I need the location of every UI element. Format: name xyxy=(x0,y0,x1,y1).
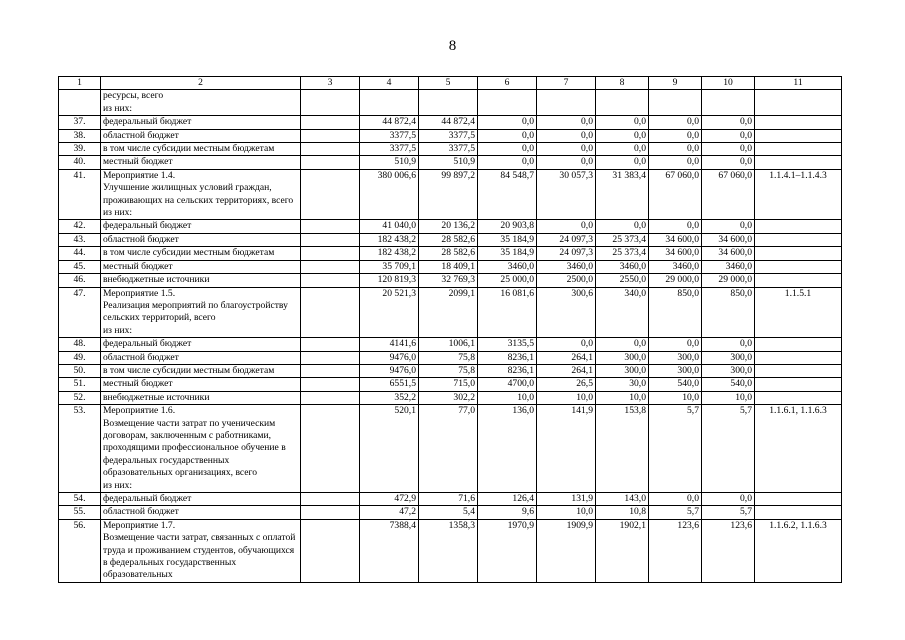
year-cell: 131,9 xyxy=(537,493,596,506)
year-cell: 30 057,3 xyxy=(537,169,596,220)
year-cell: 0,0 xyxy=(537,143,596,156)
total-cell: 6551,5 xyxy=(360,378,419,391)
table-row xyxy=(59,391,842,404)
year-cell: 0,0 xyxy=(537,338,596,351)
page-number: 8 xyxy=(448,38,457,54)
header-cell: 5 xyxy=(419,77,478,90)
row-number-cell: 45. xyxy=(59,260,101,273)
year-cell: 0,0 xyxy=(537,156,596,169)
year-cell: 67 060,0 xyxy=(702,169,755,220)
year-cell: 850,0 xyxy=(702,287,755,338)
col3-cell xyxy=(301,351,360,364)
row-number-cell: 51. xyxy=(59,378,101,391)
year-cell: 3377,5 xyxy=(419,143,478,156)
row-number-cell: 55. xyxy=(59,506,101,519)
year-cell: 0,0 xyxy=(702,220,755,233)
total-cell: 352,2 xyxy=(360,391,419,404)
item-name-cell: областной бюджет xyxy=(101,233,301,246)
year-cell: 99 897,2 xyxy=(419,169,478,220)
col3-cell xyxy=(301,519,360,582)
row-number-cell: 44. xyxy=(59,247,101,260)
indicator-cell xyxy=(755,90,842,116)
year-cell: 77,0 xyxy=(419,405,478,493)
col3-cell xyxy=(301,143,360,156)
year-cell: 300,0 xyxy=(649,351,702,364)
year-cell: 0,0 xyxy=(478,156,537,169)
table-row xyxy=(59,405,842,493)
item-name-cell: Мероприятие 1.7. Возмещение части затрат, связанных с оплатой труда и проживанием студентов, обучающихся в федеральных государственных образовательных xyxy=(101,519,301,582)
year-cell: 35 184,9 xyxy=(478,247,537,260)
header-cell: 3 xyxy=(301,77,360,90)
year-cell: 0,0 xyxy=(537,129,596,142)
year-cell: 0,0 xyxy=(537,220,596,233)
item-name-cell: федеральный бюджет xyxy=(101,220,301,233)
year-cell xyxy=(478,90,537,116)
year-cell: 0,0 xyxy=(649,129,702,142)
year-cell: 75,8 xyxy=(419,351,478,364)
row-number-cell: 50. xyxy=(59,364,101,377)
row-number-cell: 47. xyxy=(59,287,101,338)
year-cell: 29 000,0 xyxy=(649,274,702,287)
year-cell: 0,0 xyxy=(702,493,755,506)
header-cell: 9 xyxy=(649,77,702,90)
row-number-cell: 43. xyxy=(59,233,101,246)
table-row xyxy=(59,378,842,391)
item-name-cell: федеральный бюджет xyxy=(101,493,301,506)
year-cell: 9,6 xyxy=(478,506,537,519)
table-row xyxy=(59,233,842,246)
year-cell: 26,5 xyxy=(537,378,596,391)
total-cell: 380 006,6 xyxy=(360,169,419,220)
year-cell: 8236,1 xyxy=(478,351,537,364)
indicator-cell xyxy=(755,493,842,506)
row-number-cell: 54. xyxy=(59,493,101,506)
indicator-cell xyxy=(755,220,842,233)
item-name-cell: Мероприятие 1.6. Возмещение части затрат по ученическим договорам, заключенным с работниками, проходящими профессиональное обучение в федеральных государственных образовательных организациях, всего из них: xyxy=(101,405,301,493)
year-cell: 10,0 xyxy=(596,391,649,404)
year-cell: 3460,0 xyxy=(649,260,702,273)
table-row xyxy=(59,287,842,338)
year-cell: 8236,1 xyxy=(478,364,537,377)
total-cell: 3377,5 xyxy=(360,143,419,156)
col3-cell xyxy=(301,506,360,519)
year-cell: 18 409,1 xyxy=(419,260,478,273)
year-cell: 10,0 xyxy=(478,391,537,404)
total-cell: 35 709,1 xyxy=(360,260,419,273)
year-cell: 24 097,3 xyxy=(537,233,596,246)
total-cell: 20 521,3 xyxy=(360,287,419,338)
year-cell: 264,1 xyxy=(537,351,596,364)
year-cell: 126,4 xyxy=(478,493,537,506)
item-name-cell: ресурсы, всего из них: xyxy=(101,90,301,116)
table-row xyxy=(59,364,842,377)
col3-cell xyxy=(301,156,360,169)
total-cell: 44 872,4 xyxy=(360,116,419,129)
header-cell: 11 xyxy=(755,77,842,90)
year-cell: 25 000,0 xyxy=(478,274,537,287)
row-number-cell: 41. xyxy=(59,169,101,220)
col3-cell xyxy=(301,90,360,116)
total-cell: 182 438,2 xyxy=(360,247,419,260)
table-row xyxy=(59,338,842,351)
item-name-cell: областной бюджет xyxy=(101,351,301,364)
year-cell: 3460,0 xyxy=(596,260,649,273)
total-cell: 41 040,0 xyxy=(360,220,419,233)
total-cell: 9476,0 xyxy=(360,364,419,377)
table-row xyxy=(59,169,842,220)
total-cell: 182 438,2 xyxy=(360,233,419,246)
total-cell: 4141,6 xyxy=(360,338,419,351)
year-cell: 44 872,4 xyxy=(419,116,478,129)
table-row xyxy=(59,247,842,260)
item-name-cell: местный бюджет xyxy=(101,156,301,169)
year-cell: 34 600,0 xyxy=(649,247,702,260)
year-cell: 2500,0 xyxy=(537,274,596,287)
total-cell: 3377,5 xyxy=(360,129,419,142)
col3-cell xyxy=(301,338,360,351)
table-row xyxy=(59,519,842,582)
year-cell: 0,0 xyxy=(596,116,649,129)
col3-cell xyxy=(301,116,360,129)
indicator-cell xyxy=(755,338,842,351)
year-cell: 16 081,6 xyxy=(478,287,537,338)
year-cell: 20 136,2 xyxy=(419,220,478,233)
item-name-cell: местный бюджет xyxy=(101,378,301,391)
col3-cell xyxy=(301,220,360,233)
year-cell: 0,0 xyxy=(596,156,649,169)
year-cell: 10,8 xyxy=(596,506,649,519)
row-number-cell: 53. xyxy=(59,405,101,493)
year-cell: 510,9 xyxy=(419,156,478,169)
year-cell: 5,7 xyxy=(649,405,702,493)
year-cell: 35 184,9 xyxy=(478,233,537,246)
col3-cell xyxy=(301,391,360,404)
indicator-cell: 1.1.6.1, 1.1.6.3 xyxy=(755,405,842,493)
year-cell: 2550,0 xyxy=(596,274,649,287)
total-cell: 120 819,3 xyxy=(360,274,419,287)
col3-cell xyxy=(301,233,360,246)
header-cell: 8 xyxy=(596,77,649,90)
year-cell xyxy=(702,90,755,116)
year-cell: 123,6 xyxy=(649,519,702,582)
year-cell: 300,0 xyxy=(702,351,755,364)
row-number-cell: 46. xyxy=(59,274,101,287)
year-cell: 20 903,8 xyxy=(478,220,537,233)
indicator-cell xyxy=(755,260,842,273)
table-row xyxy=(59,90,842,116)
year-cell: 136,0 xyxy=(478,405,537,493)
year-cell: 3377,5 xyxy=(419,129,478,142)
table-row xyxy=(59,506,842,519)
year-cell: 1358,3 xyxy=(419,519,478,582)
item-name-cell: в том числе субсидии местным бюджетам xyxy=(101,143,301,156)
year-cell: 3460,0 xyxy=(537,260,596,273)
year-cell: 540,0 xyxy=(702,378,755,391)
item-name-cell: Мероприятие 1.5. Реализация мероприятий по благоустройству сельских территорий, всего из них: xyxy=(101,287,301,338)
indicator-cell xyxy=(755,143,842,156)
header-cell: 10 xyxy=(702,77,755,90)
year-cell: 10,0 xyxy=(702,391,755,404)
year-cell: 24 097,3 xyxy=(537,247,596,260)
total-cell: 47,2 xyxy=(360,506,419,519)
table-row xyxy=(59,220,842,233)
header-cell: 2 xyxy=(101,77,301,90)
col3-cell xyxy=(301,405,360,493)
col3-cell xyxy=(301,129,360,142)
year-cell: 0,0 xyxy=(478,129,537,142)
table-row xyxy=(59,351,842,364)
col3-cell xyxy=(301,169,360,220)
year-cell: 28 582,6 xyxy=(419,247,478,260)
year-cell: 3460,0 xyxy=(478,260,537,273)
year-cell: 300,0 xyxy=(596,364,649,377)
year-cell: 540,0 xyxy=(649,378,702,391)
table-row xyxy=(59,260,842,273)
year-cell: 31 383,4 xyxy=(596,169,649,220)
year-cell: 29 000,0 xyxy=(702,274,755,287)
year-cell: 3460,0 xyxy=(702,260,755,273)
year-cell: 5,4 xyxy=(419,506,478,519)
table-header-row xyxy=(59,77,842,90)
year-cell: 0,0 xyxy=(596,129,649,142)
year-cell: 143,0 xyxy=(596,493,649,506)
indicator-cell xyxy=(755,274,842,287)
indicator-cell xyxy=(755,156,842,169)
year-cell: 0,0 xyxy=(702,129,755,142)
year-cell: 0,0 xyxy=(702,143,755,156)
year-cell: 1902,1 xyxy=(596,519,649,582)
year-cell: 4700,0 xyxy=(478,378,537,391)
indicator-cell xyxy=(755,364,842,377)
item-name-cell: областной бюджет xyxy=(101,129,301,142)
year-cell: 0,0 xyxy=(596,338,649,351)
year-cell: 5,7 xyxy=(649,506,702,519)
total-cell: 9476,0 xyxy=(360,351,419,364)
year-cell: 1970,9 xyxy=(478,519,537,582)
header-cell: 4 xyxy=(360,77,419,90)
col3-cell xyxy=(301,364,360,377)
year-cell: 300,0 xyxy=(649,364,702,377)
col3-cell xyxy=(301,378,360,391)
year-cell: 302,2 xyxy=(419,391,478,404)
row-number-cell: 40. xyxy=(59,156,101,169)
year-cell: 715,0 xyxy=(419,378,478,391)
year-cell: 0,0 xyxy=(702,116,755,129)
year-cell xyxy=(596,90,649,116)
row-number-cell: 37. xyxy=(59,116,101,129)
year-cell: 264,1 xyxy=(537,364,596,377)
year-cell: 2099,1 xyxy=(419,287,478,338)
row-number-cell: 48. xyxy=(59,338,101,351)
col3-cell xyxy=(301,493,360,506)
year-cell: 340,0 xyxy=(596,287,649,338)
year-cell: 25 373,4 xyxy=(596,247,649,260)
row-number-cell xyxy=(59,90,101,116)
year-cell: 0,0 xyxy=(478,143,537,156)
year-cell: 0,0 xyxy=(537,116,596,129)
year-cell: 0,0 xyxy=(702,156,755,169)
year-cell: 34 600,0 xyxy=(702,247,755,260)
year-cell: 0,0 xyxy=(649,220,702,233)
year-cell: 0,0 xyxy=(596,143,649,156)
row-number-cell: 42. xyxy=(59,220,101,233)
item-name-cell: Мероприятие 1.4. Улучшение жилищных условий граждан, проживающих на сельских территориях, всего из них: xyxy=(101,169,301,220)
col3-cell xyxy=(301,247,360,260)
year-cell: 10,0 xyxy=(537,506,596,519)
year-cell: 153,8 xyxy=(596,405,649,493)
header-cell: 1 xyxy=(59,77,101,90)
year-cell: 28 582,6 xyxy=(419,233,478,246)
year-cell: 25 373,4 xyxy=(596,233,649,246)
year-cell: 1006,1 xyxy=(419,338,478,351)
indicator-cell xyxy=(755,351,842,364)
indicator-cell xyxy=(755,233,842,246)
year-cell: 0,0 xyxy=(649,493,702,506)
indicator-cell xyxy=(755,116,842,129)
row-number-cell: 39. xyxy=(59,143,101,156)
year-cell: 34 600,0 xyxy=(702,233,755,246)
indicator-cell: 1.1.5.1 xyxy=(755,287,842,338)
year-cell: 32 769,3 xyxy=(419,274,478,287)
year-cell: 71,6 xyxy=(419,493,478,506)
year-cell: 0,0 xyxy=(702,338,755,351)
indicator-cell xyxy=(755,247,842,260)
item-name-cell: внебюджетные источники xyxy=(101,274,301,287)
year-cell: 5,7 xyxy=(702,506,755,519)
year-cell: 10,0 xyxy=(537,391,596,404)
table-row xyxy=(59,274,842,287)
row-number-cell: 56. xyxy=(59,519,101,582)
year-cell: 0,0 xyxy=(649,156,702,169)
header-cell: 7 xyxy=(537,77,596,90)
total-cell: 472,9 xyxy=(360,493,419,506)
indicator-cell: 1.1.4.1–1.1.4.3 xyxy=(755,169,842,220)
total-cell xyxy=(360,90,419,116)
budget-table xyxy=(58,76,842,583)
year-cell: 75,8 xyxy=(419,364,478,377)
total-cell: 7388,4 xyxy=(360,519,419,582)
year-cell xyxy=(537,90,596,116)
table-row xyxy=(59,143,842,156)
year-cell: 0,0 xyxy=(649,338,702,351)
indicator-cell xyxy=(755,391,842,404)
row-number-cell: 49. xyxy=(59,351,101,364)
table-row xyxy=(59,116,842,129)
year-cell: 141,9 xyxy=(537,405,596,493)
year-cell: 0,0 xyxy=(596,220,649,233)
year-cell: 5,7 xyxy=(702,405,755,493)
indicator-cell xyxy=(755,129,842,142)
year-cell: 300,6 xyxy=(537,287,596,338)
item-name-cell: в том числе субсидии местным бюджетам xyxy=(101,364,301,377)
year-cell: 67 060,0 xyxy=(649,169,702,220)
year-cell: 850,0 xyxy=(649,287,702,338)
col3-cell xyxy=(301,287,360,338)
item-name-cell: в том числе субсидии местным бюджетам xyxy=(101,247,301,260)
year-cell xyxy=(649,90,702,116)
item-name-cell: федеральный бюджет xyxy=(101,338,301,351)
row-number-cell: 52. xyxy=(59,391,101,404)
header-cell: 6 xyxy=(478,77,537,90)
item-name-cell: федеральный бюджет xyxy=(101,116,301,129)
total-cell: 510,9 xyxy=(360,156,419,169)
year-cell: 0,0 xyxy=(649,143,702,156)
table-row xyxy=(59,129,842,142)
year-cell: 0,0 xyxy=(478,116,537,129)
year-cell: 123,6 xyxy=(702,519,755,582)
table-row xyxy=(59,493,842,506)
total-cell: 520,1 xyxy=(360,405,419,493)
indicator-cell xyxy=(755,506,842,519)
item-name-cell: областной бюджет xyxy=(101,506,301,519)
col3-cell xyxy=(301,260,360,273)
year-cell: 34 600,0 xyxy=(649,233,702,246)
year-cell: 1909,9 xyxy=(537,519,596,582)
year-cell: 84 548,7 xyxy=(478,169,537,220)
col3-cell xyxy=(301,274,360,287)
year-cell xyxy=(419,90,478,116)
indicator-cell: 1.1.6.2, 1.1.6.3 xyxy=(755,519,842,582)
indicator-cell xyxy=(755,378,842,391)
year-cell: 30,0 xyxy=(596,378,649,391)
table-row xyxy=(59,156,842,169)
year-cell: 0,0 xyxy=(649,116,702,129)
row-number-cell: 38. xyxy=(59,129,101,142)
year-cell: 300,0 xyxy=(702,364,755,377)
item-name-cell: внебюджетные источники xyxy=(101,391,301,404)
year-cell: 10,0 xyxy=(649,391,702,404)
item-name-cell: местный бюджет xyxy=(101,260,301,273)
year-cell: 3135,5 xyxy=(478,338,537,351)
year-cell: 300,0 xyxy=(596,351,649,364)
